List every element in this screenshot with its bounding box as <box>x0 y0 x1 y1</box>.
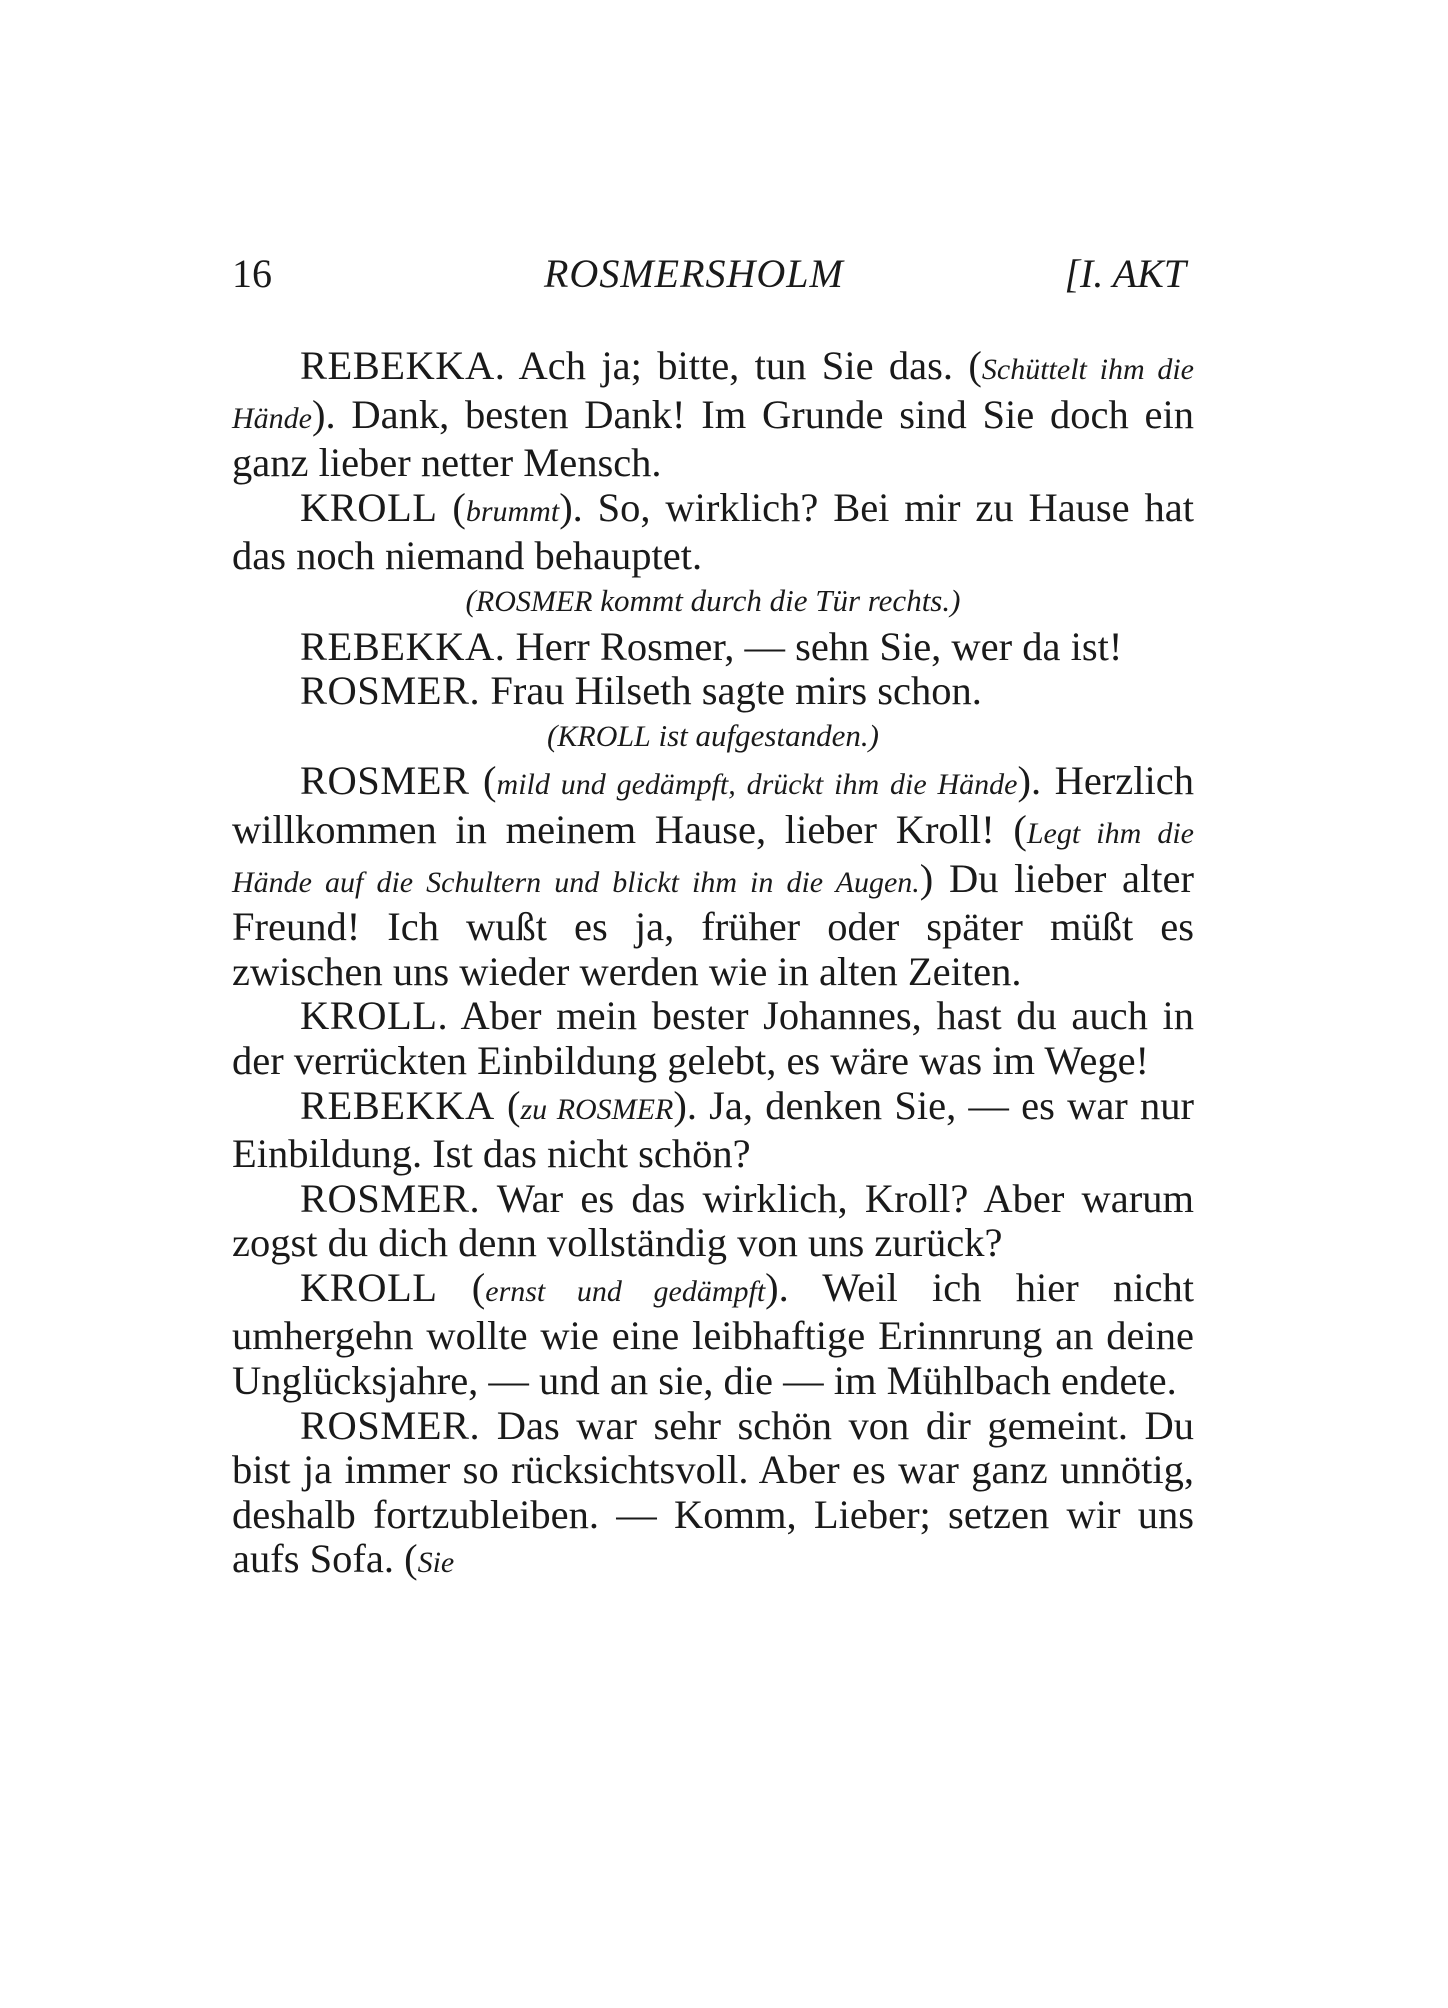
running-head <box>232 250 1194 310</box>
dialogue-text: Aber mein bester Johannes, hast du auch in der verrückten Einbildung gelebt, es wäre was im Wege! <box>232 993 1194 1083</box>
dialogue-text: Ach ja; bitte, tun Sie das. ( <box>505 343 982 388</box>
speaker-name: REBEKKA <box>300 1082 495 1128</box>
stage-direction-text: ist aufgestanden. <box>650 717 869 753</box>
stage-direction: brummt <box>465 494 560 528</box>
speaker-name: KROLL <box>300 1264 438 1310</box>
dialogue-text: Frau Hilseth sagte mirs schon. <box>480 668 982 714</box>
page-number: 16 <box>232 251 272 296</box>
dialogue-text: ) Du lieber alter Freund! Ich wußt es ja, früher oder später müßt es zwischen uns wieder werden wie in alten Zeiten. <box>232 855 1194 994</box>
speaker-name: KROLL. <box>300 993 449 1039</box>
dialogue-text: ). Weil ich hier nicht umhergehn wollte wie eine leibhaftige Erinnrung an deine Unglücksjahre, — und an sie, die — im Mühlbach endete. <box>232 1264 1194 1404</box>
dialogue-text: ( <box>437 484 466 530</box>
dialogue-text: ). Herzlich willkommen in meinem Hause, lieber Kroll! ( <box>232 758 1194 852</box>
dialogue-paragraph <box>232 759 1194 994</box>
stage-direction: zu <box>520 1092 557 1126</box>
stage-direction-name: KROLL <box>557 719 651 753</box>
dialogue-paragraph <box>232 1177 1194 1266</box>
dialogue-paragraph <box>232 669 1194 714</box>
dialogue-text: ( <box>437 1264 486 1310</box>
stage-direction-name: ROSMER <box>556 1092 674 1126</box>
dialogue-paragraph <box>232 994 1194 1083</box>
speaker-name: ROSMER <box>300 758 470 804</box>
dialogue-text: ( <box>469 758 497 804</box>
dialogue-text: ). So, wirklich? Bei mir zu Hause hat das noch niemand behauptet. <box>232 484 1194 579</box>
stage-direction: mild und gedämpft, drückt ihm die Hände <box>496 768 1018 802</box>
stage-direction-text: kommt durch die Tür rechts. <box>592 582 951 618</box>
stage-direction: Legt ihm die Hände auf die Schultern und blickt ihm in die Augen. <box>232 816 1194 899</box>
running-title: ROSMERSHOLM <box>544 251 844 296</box>
speaker-name: ROSMER. <box>300 668 481 714</box>
speaker-name: REBEKKA. <box>300 343 506 388</box>
stage-direction-name: ROSMER <box>475 584 593 618</box>
centered-stage-direction: (KROLL ist aufgestanden.) <box>547 717 879 753</box>
centered-stage-direction: (ROSMER kommt durch die Tür rechts.) <box>465 582 961 618</box>
speaker-name: ROSMER. <box>300 1175 481 1221</box>
dialogue-paragraph <box>232 486 1194 579</box>
dialogue-text: ( <box>494 1082 521 1128</box>
dialogue-text: Herr Rosmer, — sehn Sie, wer da ist! <box>505 623 1123 669</box>
speaker-name: KROLL <box>300 484 438 530</box>
speaker-name: ROSMER. <box>300 1402 481 1448</box>
dialogue-text: Das war sehr schön von dir gemeint. Du bist ja immer so rücksichtsvoll. Aber es war ganz unnötig, deshalb fortzubleiben. — Komm, Lieber; setzen wir uns aufs Sofa. ( <box>232 1402 1194 1582</box>
stage-direction: Sie <box>417 1546 455 1580</box>
dialogue-paragraph <box>232 1084 1194 1177</box>
play-text <box>232 344 1194 1586</box>
dialogue-paragraph <box>232 1404 1194 1586</box>
dialogue-paragraph <box>232 625 1194 670</box>
dialogue-paragraph <box>232 1266 1194 1404</box>
book-page <box>232 250 1194 1850</box>
dialogue-paragraph <box>232 344 1194 486</box>
dialogue-text: ). Dank, besten Dank! Im Grunde sind Sie doch ein ganz lieber netter Mensch. <box>232 391 1194 486</box>
dialogue-text: ). Ja, denken Sie, — es war nur Einbildung. Ist das nicht schön? <box>232 1082 1194 1177</box>
act-label: [I. AKT <box>1064 251 1186 296</box>
stage-direction: ernst und gedämpft <box>485 1274 766 1308</box>
speaker-name: REBEKKA. <box>300 623 506 669</box>
dialogue-text: War es das wirklich, Kroll? Aber warum zogst du dich denn vollständig von uns zurück? <box>232 1175 1194 1266</box>
stage-direction: Schüttelt ihm die Hände <box>232 353 1194 435</box>
